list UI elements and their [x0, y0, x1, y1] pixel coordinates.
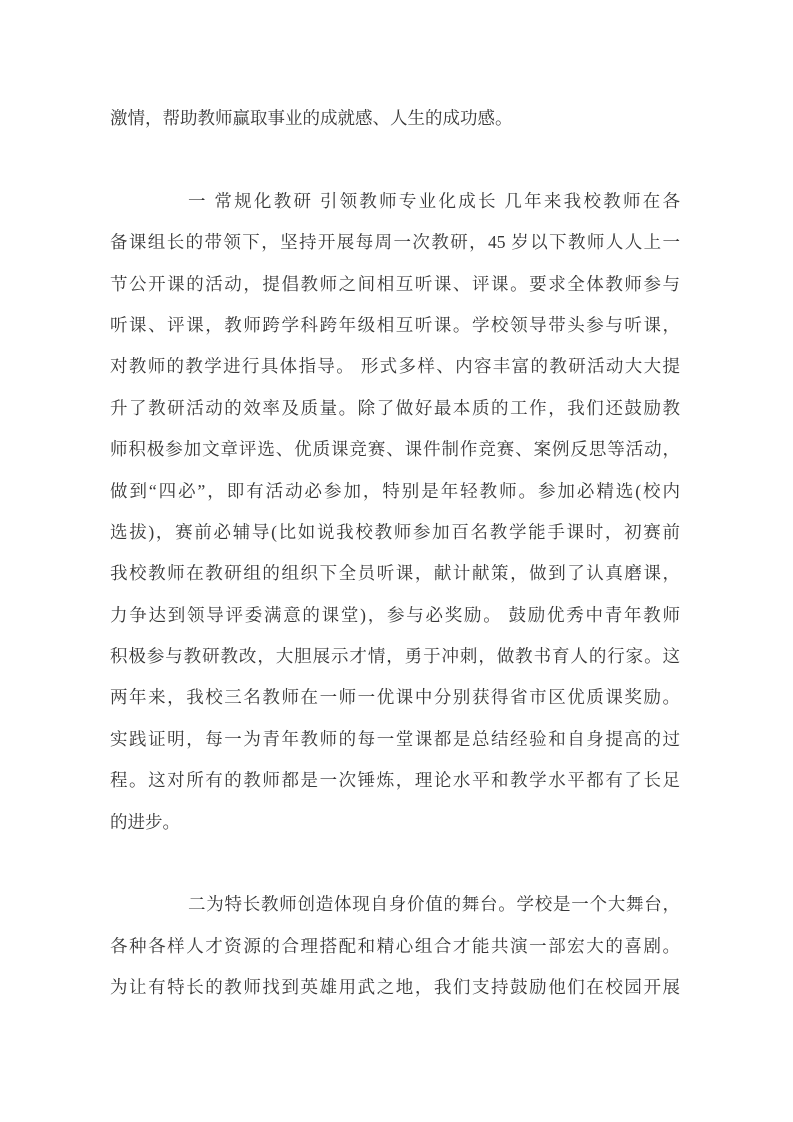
text-line: 的进步。	[110, 811, 180, 832]
paragraph	[110, 884, 680, 1008]
text-line: 选拔)，赛前必辅导(比如说我校教师参加百名教学能手课时，初赛前	[110, 521, 680, 542]
text-line: 师积极参加文章评选、优质课竞赛、课件制作竞赛、案例反思等活动，	[110, 439, 680, 460]
text-line: 对教师的教学进行具体指导。 形式多样、内容丰富的教研活动大大提	[110, 356, 680, 377]
text-line: 节公开课的活动，提倡教师之间相互听课、评课。要求全体教师参与	[110, 273, 680, 294]
text-body	[110, 98, 680, 1009]
text-line: 为让有特长的教师找到英雄用武之地，我们支持鼓励他们在校园开展	[110, 977, 680, 998]
text-line: 力争达到领导评委满意的课堂)，参与必奖励。 鼓励优秀中青年教师	[110, 604, 680, 625]
text-line: 实践证明，每一为青年教师的每一堂课都是总结经验和自身提高的过	[110, 728, 680, 749]
text-line: 做到“四必”，即有活动必参加，特别是年轻教师。参加必精选(校内	[110, 480, 680, 501]
paragraph	[110, 181, 680, 843]
text-line: 两年来，我校三名教师在一师一优课中分别获得省市区优质课奖励。	[110, 687, 680, 708]
text-line: 程。这对所有的教师都是一次锤炼，理论水平和教学水平都有了长足	[110, 770, 680, 791]
paragraph	[110, 98, 680, 139]
text-line: 听课、评课，教师跨学科跨年级相互听课。学校领导带头参与听课，	[110, 314, 680, 335]
text-line: 备课组长的带领下，坚持开展每周一次教研，45 岁以下教师人人上一	[110, 232, 680, 253]
text-line: 积极参与教研教改，大胆展示才情，勇于冲刺，做教书育人的行家。这	[110, 646, 680, 667]
text-line: 各种各样人才资源的合理搭配和精心组合才能共演一部宏大的喜剧。	[110, 935, 680, 956]
text-line: 一 常规化教研 引领教师专业化成长 几年来我校教师在各	[188, 190, 680, 211]
text-line: 我校教师在教研组的组织下全员听课，献计献策，做到了认真磨课，	[110, 563, 680, 584]
text-line: 升了教研活动的效率及质量。除了做好最本质的工作，我们还鼓励教	[110, 397, 680, 418]
text-line: 二为特长教师创造体现自身价值的舞台。学校是一个大舞台，	[188, 894, 680, 915]
text-line: 激情，帮助教师赢取事业的成就感、人生的成功感。	[110, 108, 513, 128]
